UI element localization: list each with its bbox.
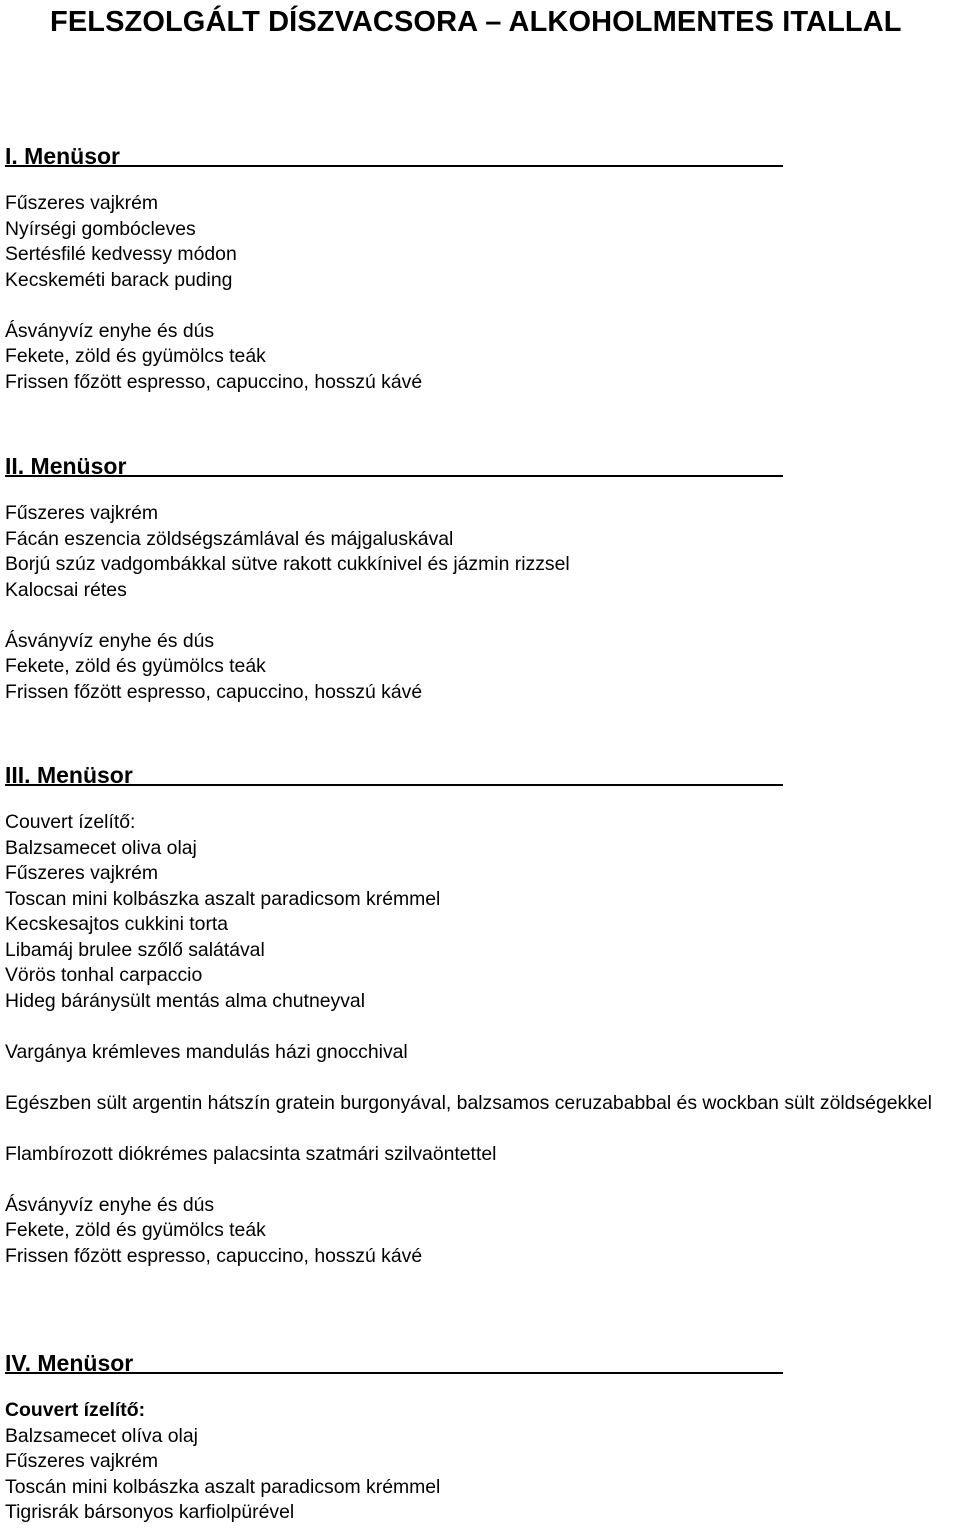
menu-item: Libamáj brulee szőlő salátával [5,938,265,961]
menu-section-3 [5,760,955,1269]
menu-item: Balzsamecet oliva olaj [5,836,197,859]
couvert-label: Couvert ízelítő: [5,811,136,833]
section-heading [5,141,955,171]
menu-item: Fűszeres vajkrém [5,862,159,884]
drink-item: Frissen főzött espresso, capuccino, hosszú kávé [5,1244,423,1267]
drink-item: Ásványvíz enyhe és dús [5,319,215,342]
menu-item: Flambírozott diókrémes palacsinta szatmári szilvaöntettel [5,1142,497,1165]
menu-item: Kecskeméti barack puding [5,268,233,291]
menu-item: Hideg báránysült mentás alma chutneyval [5,989,365,1012]
drink-item: Fekete, zöld és gyümölcs teák [5,655,266,677]
menu-item: Nyírségi gombócleves [5,217,196,240]
menu-section-2 [5,451,955,705]
menu-section-1 [5,141,955,395]
menu-item: Vargánya krémleves mandulás házi gnocchival [5,1040,408,1063]
menu-item: Borjú szúz vadgombákkal sütve rakott cukkínivel és jázmin rizzsel [5,553,570,575]
menu-item: Kalocsai rétes [5,578,127,601]
drink-item: Frissen főzött espresso, capuccino, hosszú kávé [5,680,423,703]
menu-item: Tigrisrák bársonyos karfiolpürével [5,1501,295,1523]
drink-item: Frissen főzött espresso, capuccino, hosszú kávé [5,370,423,393]
menu-item: Egészben sült argentin hátszín gratein burgonyával, balzsamos ceruzababbal és wockban sült zöldségekkel [5,1091,932,1114]
menu-item: Vörös tonhal carpaccio [5,964,203,986]
drink-item: Ásványvíz enyhe és dús [5,1193,215,1216]
menu-item: Balzsamecet olíva olaj [5,1424,198,1447]
menu-item: Fűszeres vajkrém [5,1450,159,1472]
section-heading [5,451,955,481]
drink-item: Fekete, zöld és gyümölcs teák [5,345,266,367]
menu-item: Sertésfilé kedvessy módon [5,243,237,265]
section-heading [5,1348,955,1378]
menu-item: Toscán mini kolbászka aszalt paradicsom krémmel [5,1475,441,1498]
menu-item: Toscan mini kolbászka aszalt paradicsom krémmel [5,887,441,910]
document-title: FELSZOLGÁLT DÍSZVACSORA – ALKOHOLMENTES ITALLAL [50,6,902,38]
menu-section-4 [5,1348,955,1526]
drink-item: Fekete, zöld és gyümölcs teák [5,1219,266,1241]
menu-item: Fácán eszencia zöldségszámlával és májgaluskával [5,527,454,550]
drink-item: Ásványvíz enyhe és dús [5,629,215,652]
section-heading [5,760,955,790]
menu-item: Fűszeres vajkrém [5,192,159,214]
section-title: I. Menüsor [5,143,121,169]
couvert-label: Couvert ízelítő: [5,1399,146,1421]
menu-item: Kecskesajtos cukkini torta [5,913,229,935]
section-title: III. Menüsor [5,762,133,788]
heading-underline [5,165,783,167]
section-title: IV. Menüsor [5,1350,134,1376]
section-title: II. Menüsor [5,453,127,479]
menu-item: Fűszeres vajkrém [5,502,159,524]
